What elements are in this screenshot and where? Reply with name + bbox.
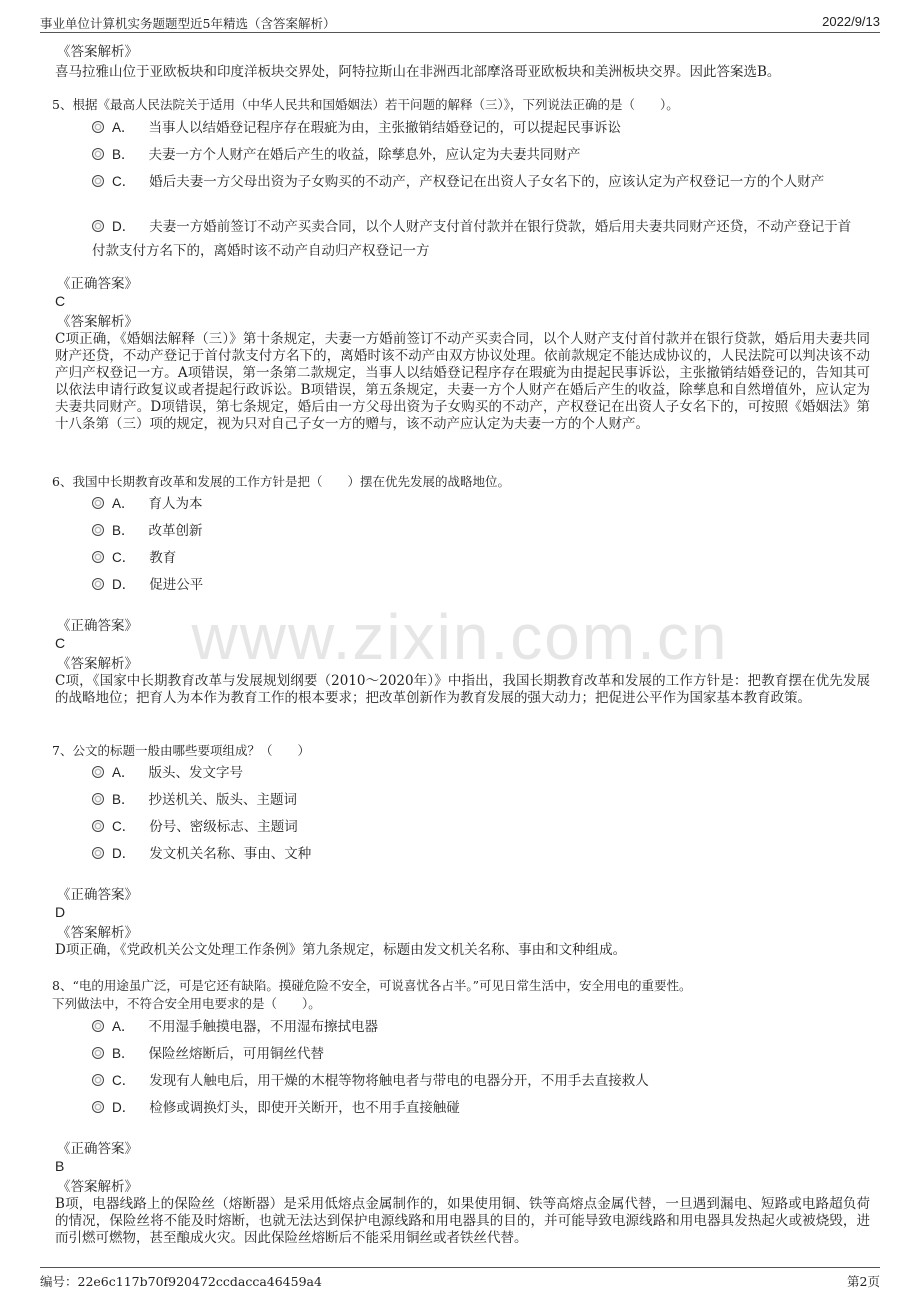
document-date: 2022/9/13 (822, 14, 880, 29)
answer-label: 《正确答案》 (57, 887, 138, 903)
analysis-text: D项正确，《党政机关公文处理工作条例》第九条规定，标题由发文机关名称、事由和文种组成。 (55, 942, 627, 958)
analysis-text: C项，《国家中长期教育改革与发展规划纲要（2010～2020年）》中指出，我国长期教育改革和发展的工作方针是：把教育摆在优先发展的战略地位；把育人为本作为教育工作的根本要求；把改革创新作为教育发展的强大动力；把促进公平作为国家基本教育政策。 (55, 673, 870, 706)
radio-icon[interactable] (92, 1101, 104, 1113)
question-stem-text: 8、“电的用途虽广泛，可是它还有缺陷。摸碰危险不安全，可说喜忧各占半。”可见日常生活中，安全用电的重要性。 (52, 978, 692, 993)
radio-icon[interactable] (92, 551, 104, 563)
answer-block-7 (55, 887, 870, 959)
analysis-text: B项，电器线路上的保险丝（熔断器）是采用低熔点金属制作的，如果使用铜、铁等高熔点金属代替，一旦遇到漏电、短路或电路超负荷的情况，保险丝将不能及时熔断，也就无法达到保护电源线路和用电器具的目的，并可能导致电源线路和用电器具发热起火或被烧毁，进而引燃可燃物，甚至酿成火灾。因此保险丝熔断后不能采用铜丝或者铁丝代替。 (55, 1196, 870, 1246)
option-6d[interactable]: D． 促进公平 (92, 573, 864, 597)
answer-block-8 (55, 1141, 870, 1247)
radio-icon[interactable] (92, 766, 104, 778)
answer-value: B (55, 1158, 65, 1174)
option-5a[interactable]: A． 当事人以结婚登记程序存在瑕疵为由，主张撤销结婚登记的，可以提起民事诉讼 (92, 116, 864, 140)
analysis-label: 《答案解析》 (57, 44, 138, 60)
answer-label: 《正确答案》 (57, 618, 138, 634)
question-stem-5: 5、根据《最高人民法院关于适用（中华人民共和国婚姻法）若干问题的解释（三）》，下列说法正确的是（ ）。 (52, 97, 679, 112)
answer-value: D (55, 904, 66, 920)
radio-icon[interactable] (92, 1074, 104, 1086)
page-footer (40, 1267, 880, 1290)
analysis-label: 《答案解析》 (57, 314, 138, 330)
answer-block-5 (55, 276, 870, 433)
answer-block-6 (55, 618, 870, 707)
option-6c[interactable]: C． 教育 (92, 546, 864, 570)
option-8c[interactable]: C． 发现有人触电后，用干燥的木棍等物将触电者与带电的电器分开，不用手去直接救人 (92, 1069, 864, 1093)
answer-value: C (55, 293, 66, 309)
prev-analysis (55, 44, 870, 81)
analysis-label: 《答案解析》 (57, 1179, 138, 1195)
option-8b[interactable]: B． 保险丝熔断后，可用铜丝代替 (92, 1042, 864, 1066)
radio-icon[interactable] (92, 121, 104, 133)
radio-icon[interactable] (92, 497, 104, 509)
question-stem-7: 7、公文的标题一般由哪些要项组成？（ ） (52, 743, 310, 758)
option-7c[interactable]: C． 份号、密级标志、主题词 (92, 815, 864, 839)
radio-icon[interactable] (92, 148, 104, 160)
option-5d[interactable]: D． 夫妻一方婚前签订不动产买卖合同，以个人财产支付首付款并在银行贷款，婚后用夫妻共同财产还贷，不动产登记于首付款支付方名下的，离婚时该不动产自动归产权登记一方 (92, 219, 852, 259)
document-title: 事业单位计算机实务题题型近5年精选（含答案解析） (40, 16, 336, 31)
document-code: 编号：22e6c117b70f920472ccdacca46459a4 (40, 1274, 322, 1289)
page-header (40, 12, 880, 33)
analysis-label: 《答案解析》 (57, 925, 138, 941)
analysis-text: 喜马拉雅山位于亚欧板块和印度洋板块交界处，阿特拉斯山在非洲西北部摩洛哥亚欧板块和美洲板块交界。因此答案选B。 (55, 64, 781, 80)
radio-icon[interactable] (92, 578, 104, 590)
radio-icon[interactable] (92, 1020, 104, 1032)
radio-icon[interactable] (92, 847, 104, 859)
watermark: www.zixin.com.cn (191, 601, 729, 673)
option-7a[interactable]: A． 版头、发文字号 (92, 761, 864, 785)
option-7b[interactable]: B． 抄送机关、版头、主题词 (92, 788, 864, 812)
question-stem-8 (52, 977, 870, 1013)
analysis-text: C项正确，《婚姻法解释（三）》第十条规定，夫妻一方婚前签订不动产买卖合同，以个人财产支付首付款并在银行贷款，婚后用夫妻共同财产还贷，不动产登记于首付款支付方名下的，离婚时该不动产由双方协议处理。依前款规定不能达成协议的，人民法院可以判决该不动产归产权登记一方。A项错误，第一条第二款规定，当事人以结婚登记程序存在瑕疵为由提起民事诉讼，主张撤销结婚登记的，告知其可以依法申请行政复议或者提起行政诉讼。B项错误，第五条规定，夫妻一方个人财产在婚后产生的收益，除孳息和自然增值外，应认定为夫妻共同财产。D项错误，第七条规定，婚后由一方父母出资为子女购买的不动产，产权登记在出资人子女名下的，可按照《婚姻法》第十八条第（三）项的规定，视为只对自己子女一方的赠与，该不动产应认定为夫妻一方的个人财产。 (55, 331, 870, 432)
answer-label: 《正确答案》 (57, 1141, 138, 1157)
answer-label: 《正确答案》 (57, 276, 138, 292)
option-8a[interactable]: A． 不用湿手触摸电器，不用湿布擦拭电器 (92, 1015, 864, 1039)
question-stem-6: 6、我国中长期教育改革和发展的工作方针是把（ ）摆在优先发展的战略地位。 (52, 474, 510, 489)
question-stem-text-2: 下列做法中，不符合安全用电要求的是（ ）。 (52, 996, 321, 1011)
option-5b[interactable]: B． 夫妻一方个人财产在婚后产生的收益，除孳息外，应认定为夫妻共同财产 (92, 143, 864, 167)
option-7d[interactable]: D． 发文机关名称、事由、文种 (92, 842, 864, 866)
radio-icon[interactable] (92, 1047, 104, 1059)
radio-icon[interactable] (92, 524, 104, 536)
option-5c[interactable]: C． 婚后夫妻一方父母出资为子女购买的不动产，产权登记在出资人子女名下的，应该认定为产权登记一方的个人财产 (92, 170, 864, 194)
radio-icon[interactable] (92, 793, 104, 805)
analysis-label: 《答案解析》 (57, 656, 138, 672)
option-6b[interactable]: B． 改革创新 (92, 519, 864, 543)
page-number: 第2页 (847, 1274, 880, 1289)
radio-icon[interactable] (92, 220, 104, 232)
radio-icon[interactable] (92, 175, 104, 187)
radio-icon[interactable] (92, 820, 104, 832)
answer-value: C (55, 635, 66, 651)
option-8d[interactable]: D． 检修或调换灯头，即使开关断开，也不用手直接触碰 (92, 1096, 864, 1120)
option-6a[interactable]: A． 育人为本 (92, 492, 864, 516)
